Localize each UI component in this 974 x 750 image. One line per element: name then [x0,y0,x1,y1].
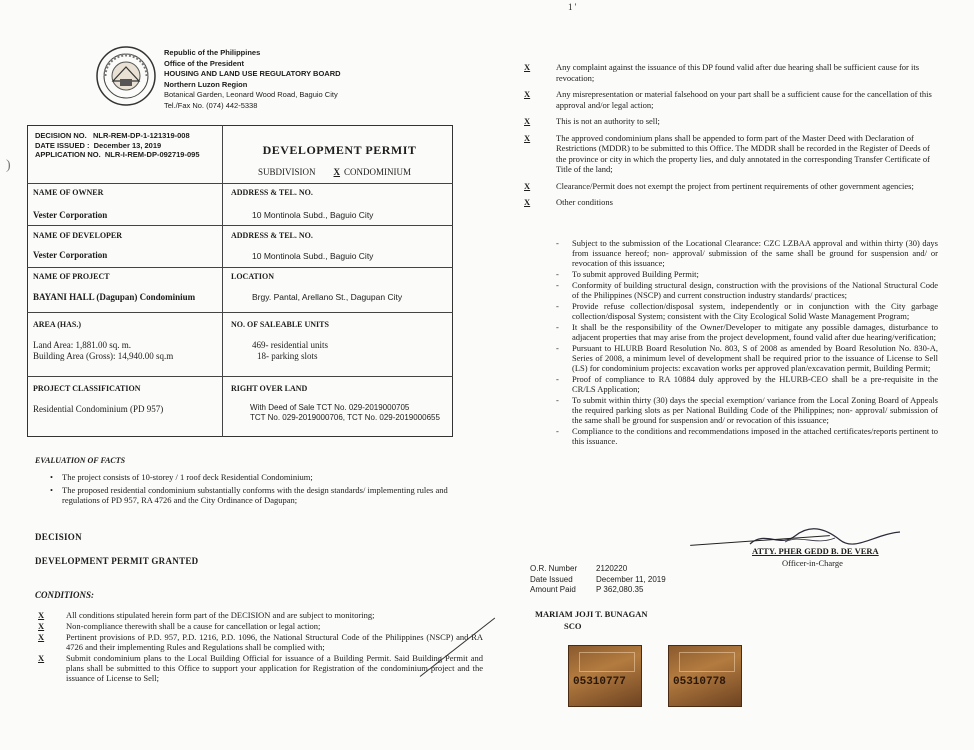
application-no-value: NLR-I-REM-DP-092719-095 [104,150,200,159]
right-condition-item [520,133,940,175]
date-issued-value: December 13, 2019 [93,140,162,150]
right-condition-text: Other conditions [556,197,613,207]
sco-title: SCO [564,621,582,631]
condition-text: Non-compliance therewith shall be a cause for cancellation or legal action; [66,621,321,631]
amount-label: Amount Paid [530,585,576,594]
sco-name: MARIAM JOJI T. BUNAGAN [535,609,648,619]
owner-label: NAME OF OWNER [33,188,104,197]
parking-slots: 18- parking slots [257,351,318,361]
other-condition-text: Pursuant to HLURB Board Resolution No. 803, S of 2008 as amended by Board Resolution No. 830-A, Series of 2008, a minimum level of development shall be required prior to the issuance of License to Sell (LS) for condominium projects: excavation works per approved plan/excavation permit, Building Permit; [572,343,938,373]
classification-label: PROJECT CLASSIFICATION [33,384,141,393]
area-label: AREA (HAS.) [33,320,82,329]
right-condition-text: Clearance/Permit does not exempt the project from pertinent requirements of other government agencies; [556,180,914,191]
decision-heading: DECISION [35,532,82,542]
other-condition-item: - Provide refuse collection/disposal system, independently or in conjunction with the City garbage collection/disposal System; consistent with the City Ecological Solid Waste Management Program; [556,301,938,321]
other-condition-text: To submit within thirty (30) days the special exemption/ variance from the Local Zoning Board of Appeals the required parking slots as per National Building Code of the Philippines; non- approval/ submission of the same shall be ground for suspension and/ or revocation of this issuance; [572,395,938,425]
right-condition-item [520,181,940,192]
developer-address-value: 10 Montinola Subd., Baguio City [252,251,374,261]
or-label: O.R. Number [530,564,578,573]
right-condition-item [520,62,940,83]
evaluation-item: • The proposed residential condominium substantially conforms with the design standards/ implementing rules and regulations of PD 957, RA 4726 and the City Ordinance of Dagupan; [50,485,450,506]
right-condition-text: Any misrepresentation or material falsehood on your part shall be a sufficient cause for the cancellation of this approval and/or legal action; [556,89,932,110]
hlurb-seal-icon [95,45,157,107]
other-condition-text: It shall be the responsibility of the Owner/Developer to mitigate any possible damages, disturbance to adjacent properties that may arise from the project development, found valid after due hearing/verification; [572,322,938,342]
developer-label: NAME OF DEVELOPER [33,231,123,240]
project-label: NAME OF PROJECT [33,272,110,281]
condition-item [38,610,483,620]
documentary-stamp [568,645,642,707]
decision-meta [35,131,200,160]
other-condition-text: Compliance to the conditions and recommendations imposed in the attached certificates/reports pertinent to this issuance. [572,426,938,446]
check-mark: X [38,621,45,631]
evaluation-item: • The project consists of 10-storey / 1 roof deck Residential Condominium; [50,472,450,483]
other-conditions-list [556,238,938,447]
residential-units: 469- residential units [252,340,328,350]
margin-bracket: ) [6,158,11,173]
other-condition-item: - Pursuant to HLURB Board Resolution No. 803, S of 2008 as amended by Board Resolution No. 830-A, Series of 2008, a minimum level of development shall be required prior to the issuance of License to Sell (LS) for condominium projects: excavation works per approved plan/excavation permit, Building Permit; [556,343,938,373]
decision-value: DEVELOPMENT PERMIT GRANTED [35,556,199,566]
land-area: Land Area: 1,881.00 sq. m. [33,340,131,350]
date-issued-label: DATE ISSUED : [35,140,90,150]
check-mark: X [524,180,531,191]
box-row-line [27,225,453,226]
receipt-date-value: December 11, 2019 [596,574,666,584]
units-label: NO. OF SALEABLE UNITS [231,320,329,329]
evaluation-list [50,472,450,508]
checkbox-mark: X [333,167,341,177]
location-value: Brgy. Pantal, Arellano St., Dagupan City [252,292,403,302]
or-value: 2120220 [596,564,628,573]
condition-text: All conditions stipulated herein form part of the DECISION and are subject to monitoring; [66,610,375,620]
other-condition-item: - Subject to the submission of the Locational Clearance: CZC LZBAA approval and within thirty (30) days from issuance hereof; non- approval/ submission of the same shall be ground for suspension and/ or revocation of this issuance; [556,238,938,268]
location-label: LOCATION [231,272,274,281]
check-mark: X [38,632,45,642]
owner-value: Vester Corporation [33,210,108,220]
other-condition-text: To submit approved Building Permit; [572,269,699,279]
condominium-option: CONDOMINIUM [344,167,412,177]
other-condition-item: - To submit within thirty (30) days the special exemption/ variance from the Local Zoning Board of Appeals the required parking slots as per National Building Code of the Philippines; non- approval/ submission of the same shall be ground for suspension and/ or revocation of this issuance; [556,395,938,425]
conditions-list [38,610,483,684]
agency-line: Botanical Garden, Leonard Wood Road, Baguio City [164,90,338,99]
box-row-line [27,267,453,268]
agency-line: Tel./Fax No. (074) 442-5338 [164,100,258,110]
decision-no-value: NLR-REM-DP-1-121319-008 [92,131,190,140]
right-condition-text: Any complaint against the issuance of this DP found valid after due hearing shall be sufficient cause for its revocation; [556,62,920,83]
other-condition-item: - To submit approved Building Permit; [556,269,938,279]
right-over-land-label: RIGHT OVER LAND [231,384,308,393]
right-condition-text: This is not an authority to sell; [556,116,660,126]
subdivision-option: SUBDIVISION [258,167,316,177]
agency-line: Northern Luzon Region [164,79,248,89]
right-condition-item [520,89,940,110]
permit-type-selection [258,167,411,177]
condition-text: Pertinent provisions of P.D. 957, P.D. 1216, P.D. 1096, the National Structural Code of the Philippines (NSCP) and RA 4726 and their implementing Rules and Regulations shall be complied with; [66,632,483,652]
agency-header [164,48,341,111]
amount-value: P 362,080.35 [596,585,644,594]
box-row-line [27,376,453,377]
condition-item [38,632,483,652]
building-area: Building Area (Gross): 14,940.00 sq.m [33,351,174,361]
permit-title: DEVELOPMENT PERMIT [262,143,417,157]
check-mark: X [38,610,45,620]
condition-item [38,621,483,631]
agency-line: Republic of the Philippines [164,48,261,57]
page-marker: 1 ' [568,2,577,12]
condition-item [38,653,483,683]
other-condition-item: - Compliance to the conditions and recommendations imposed in the attached certificates/reports pertinent to this issuance. [556,426,938,446]
receipt-date-label: Date Issued [530,574,573,584]
developer-value: Vester Corporation [33,250,108,260]
box-row-line [27,312,453,313]
check-mark: X [524,89,531,99]
check-mark: X [524,132,531,143]
documentary-stamp [668,645,742,707]
check-mark: X [38,653,45,663]
signatory-name: ATTY. PHER GEDD B. DE VERA [752,546,879,556]
box-divider [222,125,223,437]
decision-no-label: DECISION NO. [35,131,87,140]
right-over-land-line1: With Deed of Sale TCT No. 029-2019000705 [250,403,410,412]
other-condition-item: - It shall be the responsibility of the Owner/Developer to mitigate any possible damages, disturbance to adjacent properties that may arise from the project development, found valid after due hearing/verification; [556,322,938,342]
evaluation-heading: EVALUATION OF FACTS [35,456,126,465]
payment-receipt [530,564,666,596]
conditions-heading: CONDITIONS: [35,590,95,600]
check-mark: X [524,62,531,72]
other-condition-text: Subject to the submission of the Locational Clearance: CZC LZBAA approval and within thirty (30) days from issuance hereof; non- approval/ submission of the same shall be ground for suspension and/ or revocation of this issuance; [572,238,938,268]
signatory-title: Officer-in-Charge [782,558,843,568]
right-condition-item [520,197,940,208]
check-mark: X [524,116,531,126]
box-row-line [27,183,453,184]
other-condition-text: Proof of compliance to RA 10884 duly approved by the HLURB-CEO shall be a pre-requisite in the CR/LS Application; [572,374,938,394]
condition-text: Submit condominium plans to the Local Building Official for issuance of a Building Permit. Said Building Permit and plans shall be submitted to this Office to support your application for Registration of the condominium project and the issuance of License to Sell; [66,653,483,683]
owner-address-label: ADDRESS & TEL. NO. [231,188,313,197]
owner-address-value: 10 Montinola Subd., Baguio City [252,210,374,220]
stamp-number: 05310778 [673,676,726,688]
agency-line: Office of the President [164,58,245,68]
agency-line: HOUSING AND LAND USE REGULATORY BOARD [164,69,341,78]
right-conditions-list [520,62,940,214]
other-condition-text: Conformity of building structural design, construction with the provisions of the National Structural Code of the Philippines (NSCP) and current construction industry standards/ practices; [572,280,938,300]
stamp-number: 05310777 [573,676,626,688]
developer-address-label: ADDRESS & TEL. NO. [231,231,313,240]
application-no-label: APPLICATION NO. [35,150,101,159]
other-condition-text: Provide refuse collection/disposal system, independently or in conjunction with the City garbage collection/disposal System; consistent with the City Ecological Solid Waste Management Program; [572,301,938,321]
right-condition-text: The approved condominium plans shall be appended to form part of the Master Deed with Declaration of Restrictions (MDDR) to be submitted to this Office. The MDDR shall be recorded in the Register of Deeds of the province or city in which the property lies, and duly annotated in the corresponding Transfer Certificate of Title of the land; [556,132,930,174]
check-mark: X [524,197,531,207]
classification-value: Residential Condominium (PD 957) [33,404,164,414]
right-over-land-line2: TCT No. 029-2019000706, TCT No. 029-2019000655 [250,413,440,422]
project-value: BAYANI HALL (Dagupan) Condominium [33,292,196,302]
right-condition-item [520,116,940,127]
other-condition-item: - Proof of compliance to RA 10884 duly approved by the HLURB-CEO shall be a pre-requisite in the CR/LS Application; [556,374,938,394]
other-condition-item: - Conformity of building structural design, construction with the provisions of the National Structural Code of the Philippines (NSCP) and current construction industry standards/ practices; [556,280,938,300]
